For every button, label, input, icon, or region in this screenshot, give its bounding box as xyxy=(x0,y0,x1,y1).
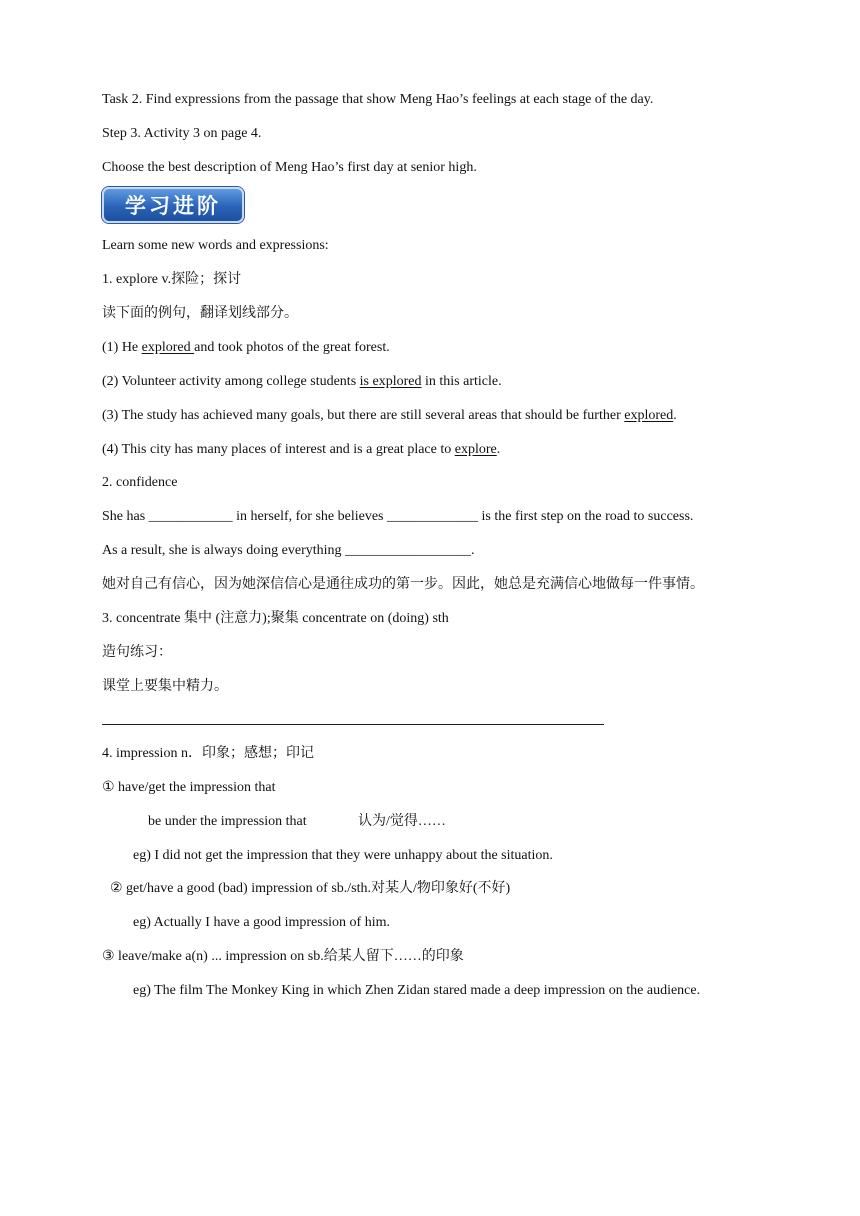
confidence-line-1: She has ____________ in herself, for she believes _____________ is the first step on the road to success. xyxy=(102,509,694,524)
impression-example-1: eg) I did not get the impression that they were unhappy about the situation. xyxy=(133,848,553,863)
underlined-phrase: explored xyxy=(624,408,674,423)
underlined-phrase: explored xyxy=(141,340,195,355)
sentence-text: . xyxy=(673,408,677,423)
confidence-line-2: As a result, she is always doing everything __________________. xyxy=(102,543,475,558)
learn-heading: Learn some new words and expressions: xyxy=(102,238,329,253)
impression-collocation-1b-zh: 认为/觉得…… xyxy=(358,814,446,829)
task2-line: Task 2. Find expressions from the passage that show Meng Hao’s feelings at each stage of the day. xyxy=(102,92,654,107)
sentence-text: (3) The study has achieved many goals, but there are still several areas that should be further xyxy=(102,408,625,423)
concentrate-practice: 造句练习： xyxy=(102,645,172,660)
answer-line xyxy=(102,724,604,725)
explore-sentence-3 xyxy=(102,407,677,425)
sentence-text: (2) Volunteer activity among college students xyxy=(102,374,360,389)
impression-collocation-1b-en: be under the impression that xyxy=(148,814,307,829)
impression-collocation-2: ② get/have a good (bad) impression of sb./sth.对某人/物印象好(不好) xyxy=(110,881,511,896)
confidence-chinese: 她对自己有信心，因为她深信信心是通往成功的第一步。因此，她总是充满信心地做每一件事情。 xyxy=(102,577,704,592)
underlined-phrase: is explored xyxy=(359,374,422,389)
step3-line: Step 3. Activity 3 on page 4. xyxy=(102,126,262,141)
sentence-text: (4) This city has many places of interest and is a great place to xyxy=(102,442,455,457)
impression-collocation-3: ③ leave/make a(n) ... impression on sb.给某人留下……的印象 xyxy=(102,949,464,964)
underlined-phrase: explore xyxy=(454,442,497,457)
section-badge xyxy=(102,187,244,223)
sentence-text: (1) He xyxy=(102,340,142,355)
impression-collocation-1: ① have/get the impression that xyxy=(102,780,276,795)
choose-line: Choose the best description of Meng Hao’s first day at senior high. xyxy=(102,160,477,175)
impression-example-2: eg) Actually I have a good impression of him. xyxy=(133,915,390,930)
section-badge-label: 学习进阶 xyxy=(125,194,221,218)
concentrate-heading: 3. concentrate 集中 (注意力);聚集 concentrate on (doing) sth xyxy=(102,611,449,626)
explore-sentence-1 xyxy=(102,339,390,357)
sentence-text: . xyxy=(496,442,501,457)
sentence-text: and took photos of the great forest. xyxy=(194,340,390,355)
explore-sentence-2 xyxy=(102,373,502,391)
concentrate-chinese: 课堂上要集中精力。 xyxy=(102,679,228,694)
confidence-heading: 2. confidence xyxy=(102,475,178,490)
explore-heading: 1. explore v.探险；探讨 xyxy=(102,272,242,287)
impression-heading: 4. impression n．印象；感想；印记 xyxy=(102,746,314,761)
explore-sentence-4 xyxy=(102,441,500,459)
explore-instruction: 读下面的例句，翻译划线部分。 xyxy=(102,306,298,321)
impression-example-3: eg) The film The Monkey King in which Zhen Zidan stared made a deep impression on the audience. xyxy=(133,983,701,998)
sentence-text: in this article. xyxy=(421,374,502,389)
